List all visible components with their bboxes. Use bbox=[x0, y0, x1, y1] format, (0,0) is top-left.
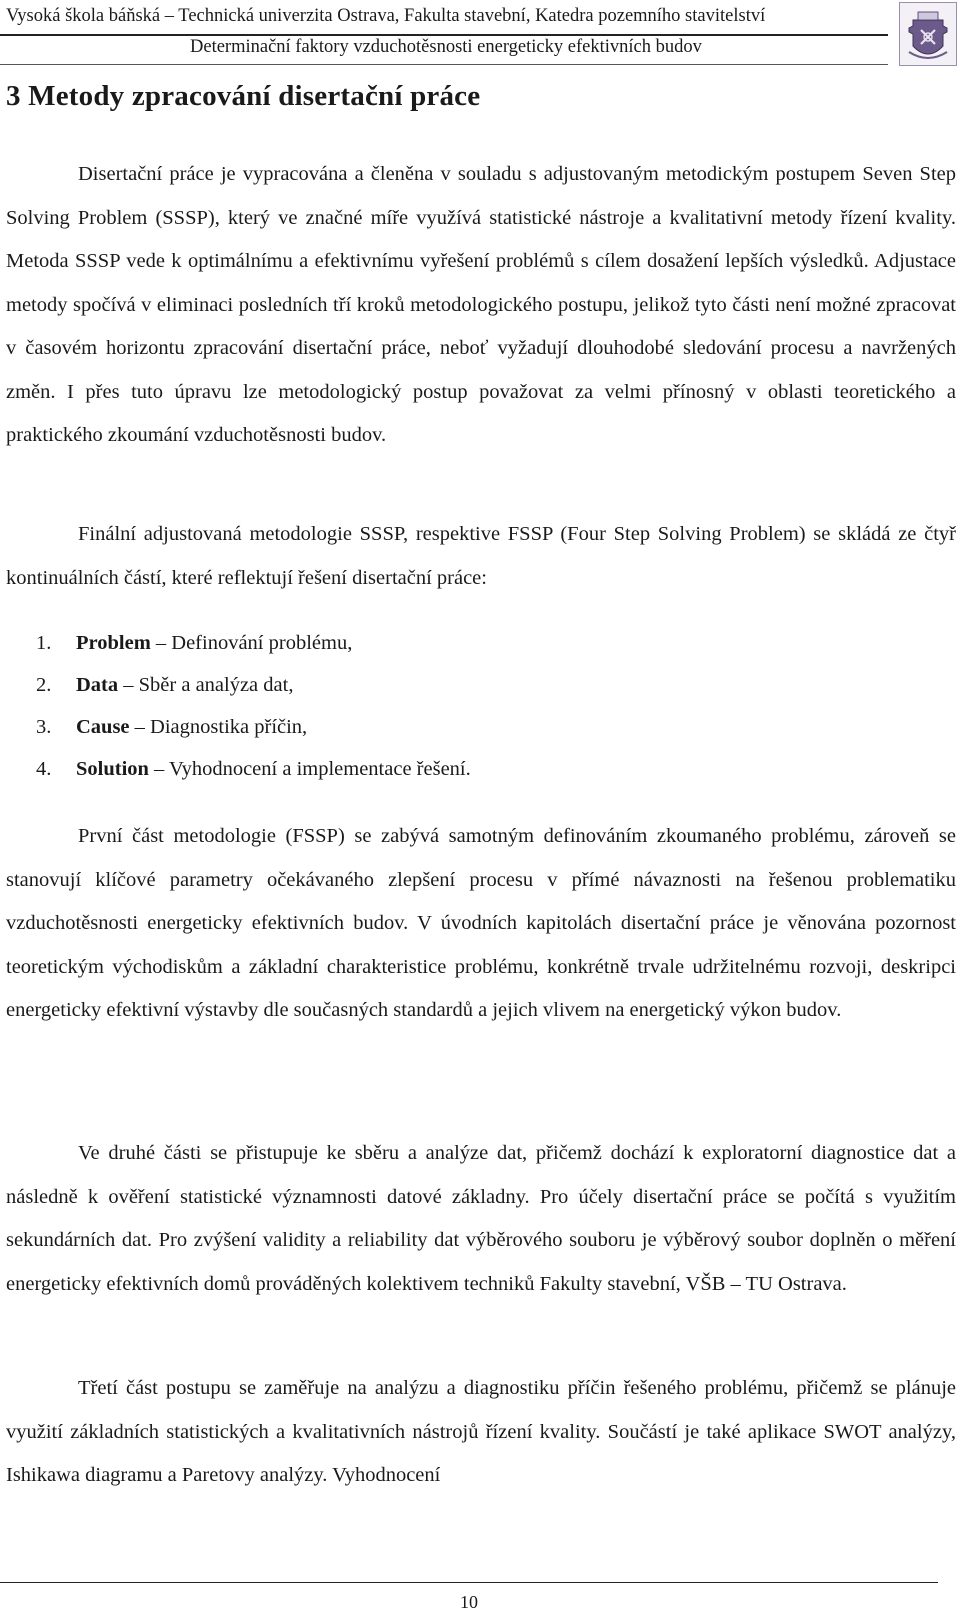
paragraph-text: První část metodologie (FSSP) se zabývá samotným definováním zkoumaného problému, zároveň se stanovují klíčové parametry očekávaného zlepšení procesu v přímé návaznosti na řešenou problematiku vzduchotěsnosti energeticky efektivních budov. V úvodních kapitolách disertační práce je věnována pozornost teoretickým východiskům a základní charakteristice problému, konkrétně trvale udržitelnému rozvoji, deskripci energeticky efektivní výstavby dle současných standardů a jejich vlivem na energetický výkon budov. bbox=[6, 825, 956, 1021]
steps-list bbox=[36, 622, 736, 790]
chapter-title: 3 Metody zpracování disertační práce bbox=[6, 80, 481, 112]
paragraph-text: Třetí část postupu se zaměřuje na analýzu a diagnostiku příčin řešeného problému, přičemž se plánuje využití základních statistických a kvalitativních nástrojů řízení kvality. Součástí je také aplikace SWOT analýzy, Ishikawa diagramu a Paretovy analýzy. Vyhodnocení bbox=[6, 1377, 956, 1486]
list-item bbox=[36, 664, 736, 706]
header-thesis-title: Determinační faktory vzduchotěsnosti energeticky efektivních budov bbox=[190, 37, 702, 57]
header-rule-lower bbox=[0, 64, 888, 65]
paragraph-second-part bbox=[6, 1132, 956, 1306]
list-term: Solution bbox=[76, 758, 149, 780]
list-number: 2. bbox=[36, 674, 52, 696]
page-number: 10 bbox=[460, 1592, 478, 1612]
list-term: Data bbox=[76, 674, 119, 696]
list-term: Problem bbox=[76, 632, 151, 654]
list-item bbox=[36, 706, 736, 748]
paragraph-text: Finální adjustovaná metodologie SSSP, respektive FSSP (Four Step Solving Problem) se skládá ze čtyř kontinuálních částí, které reflektují řešení disertační práce: bbox=[6, 523, 956, 589]
list-number: 3. bbox=[36, 716, 52, 738]
university-seal-icon bbox=[899, 2, 957, 66]
paragraph-first-part bbox=[6, 815, 956, 1033]
list-number: 1. bbox=[36, 632, 52, 654]
paragraph-text: Disertační práce je vypracována a členěna v souladu s adjustovaným metodickým postupem Seven Step Solving Problem (SSSP), který ve značné míře využívá statistické nástroje a kvalitativní metody řízení kvality. Metoda SSSP vede k optimálnímu a efektivnímu vyřešení problémů s cílem dosažení lepších výsledků. Adjustace metody spočívá v eliminaci posledních tří kroků metodologického postupu, jelikož tyto části není možné zpracovat v časovém horizontu zpracování disertační práce, neboť vyžadují dlouhodobé sledování procesu a navržených změn. I přes tuto úpravu lze metodologický postup považovat za velmi přínosný v oblasti teoretického a praktického zkoumání vzduchotěsnosti budov. bbox=[6, 163, 956, 446]
list-number: 4. bbox=[36, 758, 52, 780]
list-description: – Vyhodnocení a implementace řešení. bbox=[148, 758, 471, 780]
list-item bbox=[36, 748, 736, 790]
header-rule bbox=[0, 34, 888, 36]
list-term: Cause bbox=[76, 716, 130, 738]
list-description: – Diagnostika příčin, bbox=[129, 716, 308, 738]
list-item bbox=[36, 622, 736, 664]
paragraph-methodology bbox=[6, 513, 956, 600]
paragraph-intro bbox=[6, 153, 956, 458]
paragraph-text: Ve druhé části se přistupuje ke sběru a analýze dat, přičemž dochází k exploratorní diagnostice dat a následně k ověření statistické významnosti datové základny. Pro účely disertační práce se počítá s využitím sekundárních dat. Pro zvýšení validity a reliability dat výběrového souboru je výběrový soubor doplněn o měření energeticky efektivních domů prováděných kolektivem techniků Fakulty stavební, VŠB – TU Ostrava. bbox=[6, 1142, 956, 1295]
list-description: – Sběr a analýza dat, bbox=[118, 674, 294, 696]
paragraph-third-part bbox=[6, 1367, 956, 1498]
list-description: – Definování problému, bbox=[150, 632, 353, 654]
header-institution: Vysoká škola báňská – Technická univerzita Ostrava, Fakulta stavební, Katedra pozemního stavitelství bbox=[6, 6, 766, 26]
footer-rule bbox=[0, 1582, 938, 1583]
